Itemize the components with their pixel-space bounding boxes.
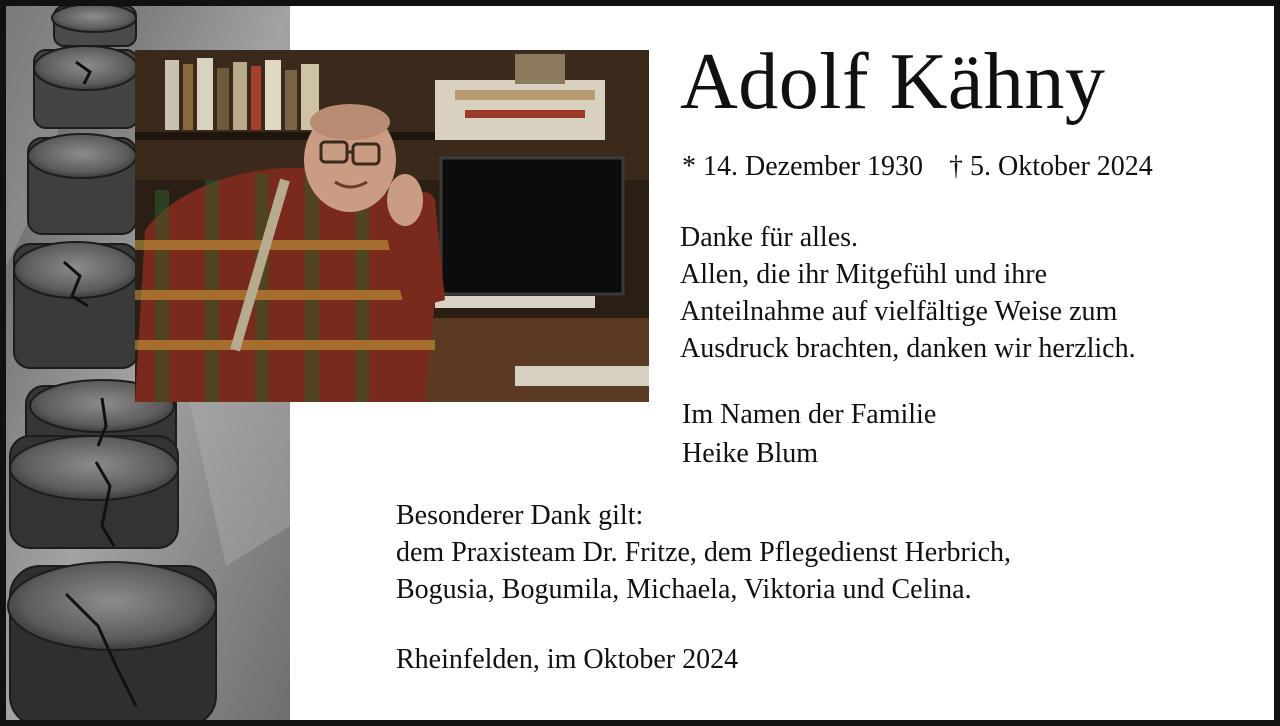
thanks-line: Anteilnahme auf vielfältige Weise zum bbox=[680, 296, 1118, 327]
birth-date: * 14. Dezember 1930 bbox=[682, 151, 924, 182]
special-thanks-line: Bogusia, Bogumila, Michaela, Viktoria und Celina. bbox=[396, 574, 972, 605]
family-line: Heike Blum bbox=[682, 438, 819, 469]
place-and-date: Rheinfelden, im Oktober 2024 bbox=[396, 644, 739, 675]
special-thanks bbox=[396, 497, 1011, 608]
life-dates bbox=[682, 150, 1153, 184]
thanks-line: Allen, die ihr Mitgefühl und ihre bbox=[680, 259, 1048, 290]
special-thanks-line: dem Praxisteam Dr. Fritze, dem Pflegedienst Herbrich, bbox=[396, 537, 1012, 568]
special-thanks-line: Besonderer Dank gilt: bbox=[396, 500, 644, 531]
family-signature bbox=[682, 395, 936, 473]
portrait-photo bbox=[135, 50, 649, 402]
thanks-line: Danke für alles. bbox=[680, 222, 859, 253]
deceased-name: Adolf Kähny bbox=[680, 38, 1106, 126]
death-date: † 5. Oktober 2024 bbox=[949, 151, 1153, 182]
thanks-line: Ausdruck brachten, danken wir herzlich. bbox=[680, 333, 1136, 364]
family-line: Im Namen der Familie bbox=[682, 399, 937, 430]
thanks-paragraph bbox=[680, 219, 1136, 367]
